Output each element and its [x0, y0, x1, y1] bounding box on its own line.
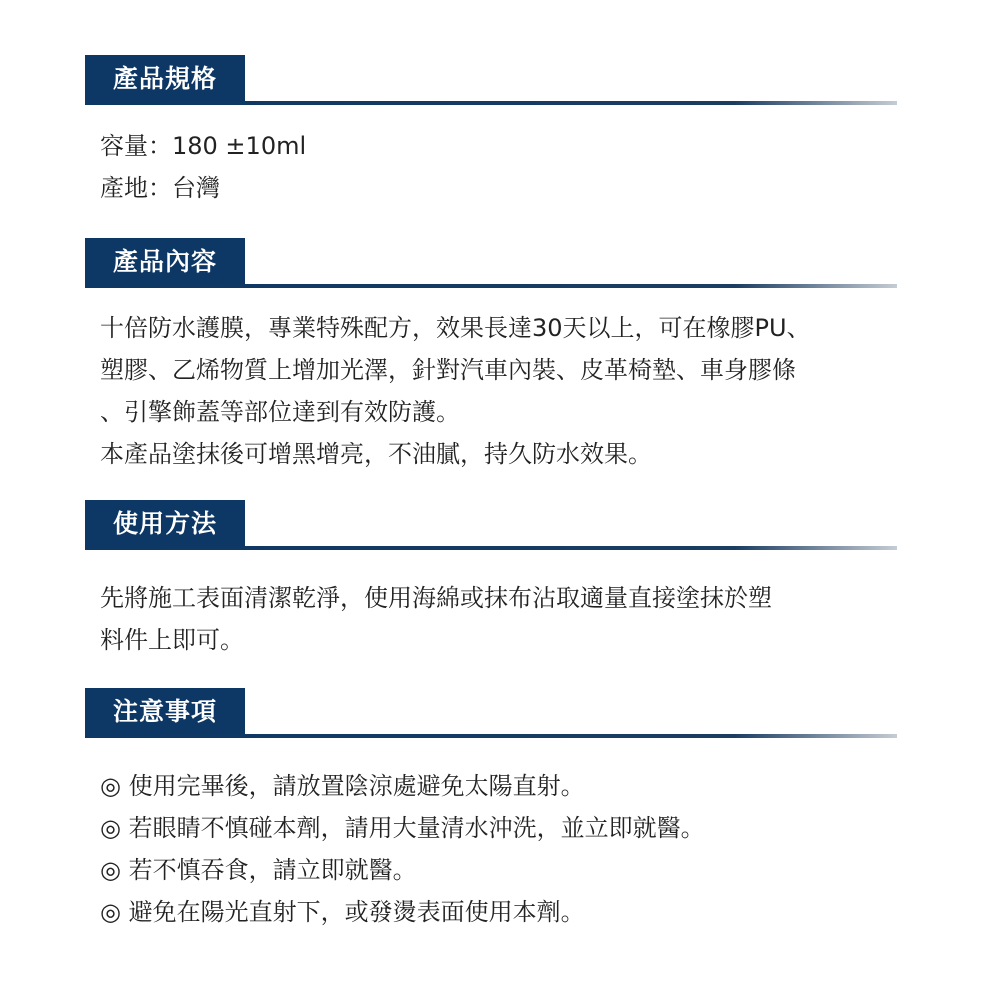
- divider: [85, 101, 897, 105]
- text-line: 十倍防水護膜，專業特殊配方，效果長達30天以上，可在橡膠PU、: [100, 314, 811, 342]
- text-line: 料件上即可。: [100, 626, 244, 654]
- text-line: 容量：180 ±10ml: [100, 132, 307, 160]
- section-title: 產品規格: [85, 55, 245, 103]
- text-line: ◎ 若不慎吞食，請立即就醫。: [100, 856, 417, 884]
- divider: [85, 734, 897, 738]
- text-line: ◎ 使用完畢後，請放置陰涼處避免太陽直射。: [100, 772, 585, 800]
- usage-text: [100, 577, 920, 661]
- section-header-contents: [85, 238, 897, 286]
- section-header-notes: [85, 688, 897, 736]
- divider: [85, 546, 897, 550]
- text-line: 、引擎飾蓋等部位達到有效防護。: [100, 398, 460, 426]
- text-line: ◎ 避免在陽光直射下，或發燙表面使用本劑。: [100, 898, 585, 926]
- section-header-specs: [85, 55, 897, 103]
- contents-text: [100, 307, 920, 475]
- divider: [85, 284, 897, 288]
- specs-text: [100, 125, 920, 209]
- text-line: 本產品塗抹後可增黑增亮，不油膩，持久防水效果。: [100, 440, 652, 468]
- text-line: 塑膠、乙烯物質上增加光澤，針對汽車內裝、皮革椅墊、車身膠條: [100, 356, 796, 384]
- text-line: 產地：台灣: [100, 174, 220, 202]
- section-title: 使用方法: [85, 500, 245, 548]
- text-line: ◎ 若眼睛不慎碰本劑，請用大量清水沖洗，並立即就醫。: [100, 814, 705, 842]
- text-line: 先將施工表面清潔乾淨，使用海綿或抹布沾取適量直接塗抹於塑: [100, 584, 772, 612]
- section-title: 產品內容: [85, 238, 245, 286]
- section-title: 注意事項: [85, 688, 245, 736]
- notes-text: [100, 765, 920, 933]
- section-header-usage: [85, 500, 897, 548]
